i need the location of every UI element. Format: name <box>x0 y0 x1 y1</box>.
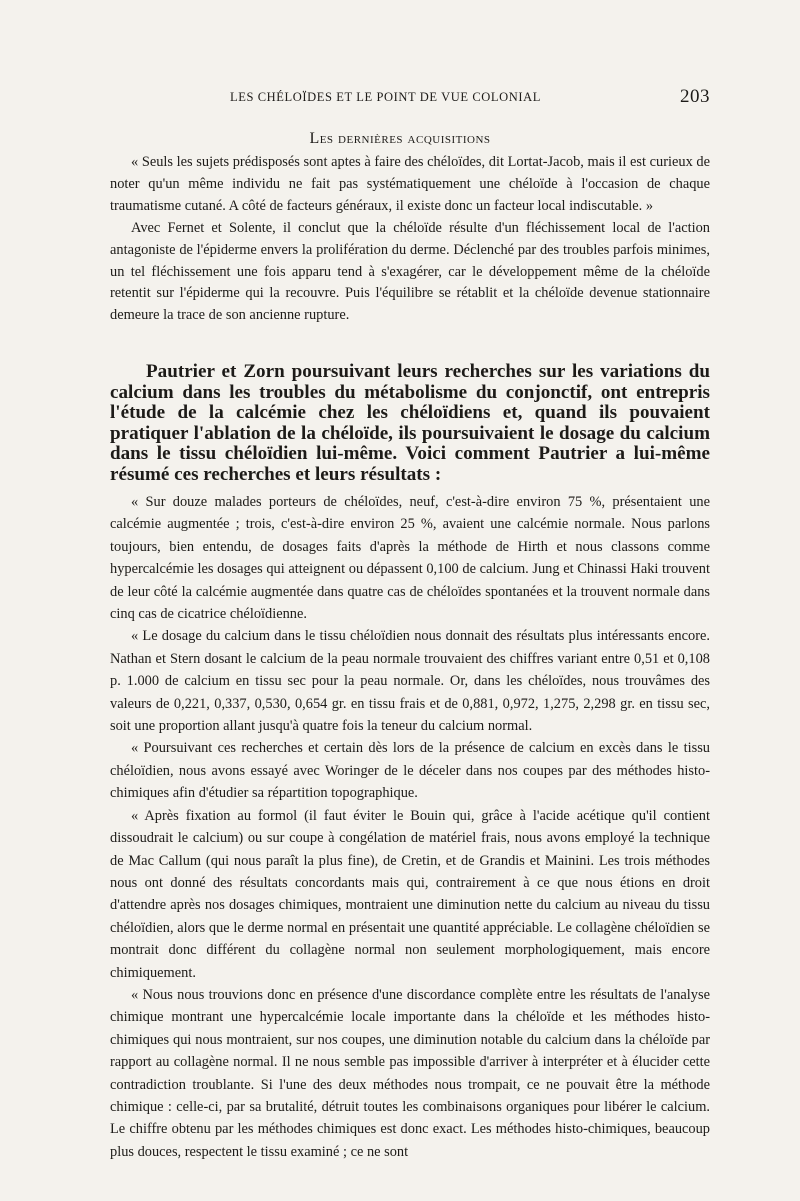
paragraph: « Le dosage du calcium dans le tissu chéloïdien nous donnait des résultats plus intéressants encore. Nathan et Stern dosant le calcium de la peau normale trouvaient des chiffres variant entre 0,51 et 0,108 p. 1.000 de calcium en tissu sec pour la peau normale. Or, dans les chéloïdes, nous trouvâmes des valeurs de 0,221, 0,337, 0,530, 0,654 gr. en tissu frais et de 0,881, 0,972, 1,275, 2,298 gr. en tissu sec, soit une proportion allant jusqu'à quatre fois la teneur du calcium normal. <box>110 628 710 735</box>
running-head <box>110 86 710 110</box>
intro-text-block <box>110 152 710 327</box>
section-title: Les dernières acquisitions <box>309 130 491 147</box>
paragraph: « Sur douze malades porteurs de chéloïdes, neuf, c'est-à-dire environ 75 %, présentaient une calcémie augmentée ; trois, c'est-à-dire environ 25 %, avaient une calcémie normale. Nous parlons toujours, bien entendu, de dosages faits d'après la méthode de Hirth et nous classons comme hypercalcémie les dosages qui atteignent ou dépassent 0,100 de calcium. Jung et Chinassi Haki trouvent de leur côté la calcémie augmentée dans quatre cas de chéloïdes spontanées et la trouvent normale dans cinq cas de cicatrice chéloïdienne. <box>110 494 710 623</box>
bold-paragraph: Pautrier et Zorn poursuivant leurs recherches sur les variations du calcium dans les troubles du métabolisme du conjonctif, ont entrepris l'étude de la calcémie chez les chéloïdiens et, quand ils pouvaient pratiquer l'ablation de la chéloïde, ils poursuivaient le dosage du calcium dans le tissu chéloïdien lui-même. Voici comment Pautrier a lui-même résumé ces recherches et leurs résultats : <box>110 361 710 485</box>
bold-paragraph-block <box>110 362 710 485</box>
paragraph: « Après fixation au formol (il faut éviter le Bouin qui, grâce à l'acide acétique qu'il contient dissoudrait le calcium) ou sur coupe à congélation de matériel frais, nous avons employé la technique de Mac Callum (qui nous paraît la plus fine), de Cretin, et de Grandis et Mainini. Les trois méthodes nous ont donné des résultats concordants mais qui, contrairement à ce que nous étions en droit d'attendre après nos dosages chimiques, montraient une diminution nette du calcium au niveau du tissu chéloïdien, alors que le derme normal en présentait une quantité appréciable. Le collagène chéloïdien se montrait donc différent du collagène normal non seulement morphologiquement, mais encore chimiquement. <box>110 807 710 981</box>
quote-text-block <box>110 491 710 1163</box>
running-title: LES CHÉLOÏDES ET LE POINT DE VUE COLONIAL <box>230 90 542 104</box>
paragraph: Avec Fernet et Solente, il conclut que la chéloïde résulte d'un fléchissement local de l'action antagoniste de l'épiderme envers la prolifération du derme. Déclenché par des troubles parfois minimes, un tel fléchissement une fois apparu tend à s'exagérer, car le développement même de la chéloïde retentit sur l'épiderme qui la recouvre. Puis l'équilibre se rétablit et la chéloïde devenue stationnaire demeure la trace de son ancienne rupture. <box>110 219 710 324</box>
paragraph: « Poursuivant ces recherches et certain dès lors de la présence de calcium en excès dans le tissu chéloïdien, nous avons essayé avec Woringer de le déceler dans nos coupes par des méthodes histo-chimiques afin d'étudier sa répartition topographique. <box>110 740 710 802</box>
paragraph: « Nous nous trouvions donc en présence d'une discordance complète entre les résultats de l'analyse chimique montrant une hypercalcémie locale importante dans la chéloïde et les méthodes histo-chimiques qui nous montraient, sur nos coupes, une diminution notable du calcium dans la chéloïde par rapport au collagène normal. Il ne nous semble pas impossible d'arriver à interpréter et à élucider cette contradiction troublante. Si l'une des deux méthodes nous trompait, ce ne pouvait être la méthode chimique : celle-ci, par sa brutalité, détruit toutes les combinaisons organiques pour libérer le calcium. Le chiffre obtenu par les méthodes chimiques est donc exact. Les méthodes histo-chimiques, beaucoup plus douces, respectent le tissu examiné ; ce ne sont <box>110 986 710 1160</box>
paragraph: « Seuls les sujets prédisposés sont aptes à faire des chéloïdes, dit Lortat-Jacob, mais il est curieux de noter qu'un même individu ne fait pas systématiquement une chéloïde à l'occasion de chaque traumatisme cutané. A côté de facteurs généraux, il existe donc un facteur local indiscutable. » <box>110 154 710 214</box>
page-number: 203 <box>680 86 710 107</box>
